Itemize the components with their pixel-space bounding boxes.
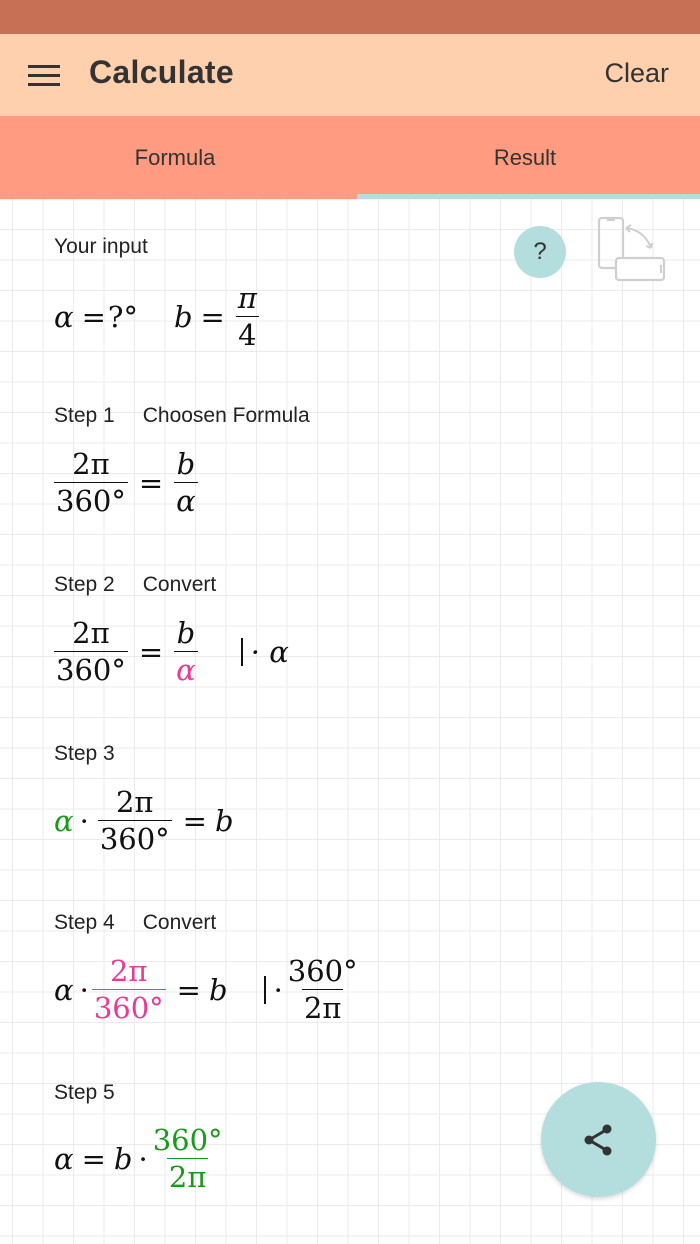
- app-header: [0, 34, 700, 116]
- step-5-math: α = b · $\frac{360^\circ}{2\pi}$: [54, 1123, 223, 1195]
- hamburger-menu-icon[interactable]: [28, 65, 60, 87]
- operation-bar: [264, 976, 266, 1004]
- step-3-label: Step 3: [54, 742, 115, 765]
- result-content: [0, 199, 700, 1244]
- step-3-math: α · $\frac{2\pi}{360^\circ}$ = b: [54, 785, 234, 857]
- step-2-math: $\frac{2\pi}{360^\circ}$ = $\frac{b}{\alpha}$ · α: [56, 616, 289, 688]
- equals-sign: =: [200, 299, 225, 334]
- input-label: Your input: [54, 235, 148, 258]
- tab-formula[interactable]: Formula: [134, 144, 216, 170]
- step-5-label: Step 5: [54, 1081, 115, 1104]
- input-math: [54, 283, 262, 351]
- equals-sign: =: [81, 299, 106, 334]
- b-fraction: $\frac{\pi}{4}$: [237, 281, 257, 353]
- alpha-symbol: α: [54, 299, 74, 334]
- share-button[interactable]: [541, 1082, 656, 1197]
- rotate-device-icon[interactable]: [596, 216, 668, 282]
- step-1-label: Step 1 Choosen Formula: [54, 404, 310, 427]
- status-bar: [0, 0, 700, 34]
- help-button[interactable]: [514, 226, 566, 278]
- step-4-label: Step 4 Convert: [54, 911, 217, 934]
- alpha-value: ?°: [107, 299, 138, 334]
- step-1-math: $\frac{2\pi}{360^\circ}$ = $\frac{b}{\alpha}$: [56, 447, 196, 519]
- tab-bar: [0, 116, 700, 199]
- page-title: Calculate: [89, 54, 234, 90]
- step-2-label: Step 2 Convert: [54, 573, 217, 596]
- tab-result[interactable]: Result: [493, 144, 557, 170]
- help-icon: ?: [533, 238, 547, 265]
- step-4-math: α · $\frac{2\pi}{360^\circ}$ = b · $\frac{360^\circ}{2\pi}$: [54, 954, 358, 1026]
- clear-button[interactable]: Clear: [604, 58, 669, 88]
- b-symbol: b: [173, 299, 193, 334]
- share-icon: [581, 1122, 617, 1158]
- operation-bar: [241, 638, 243, 666]
